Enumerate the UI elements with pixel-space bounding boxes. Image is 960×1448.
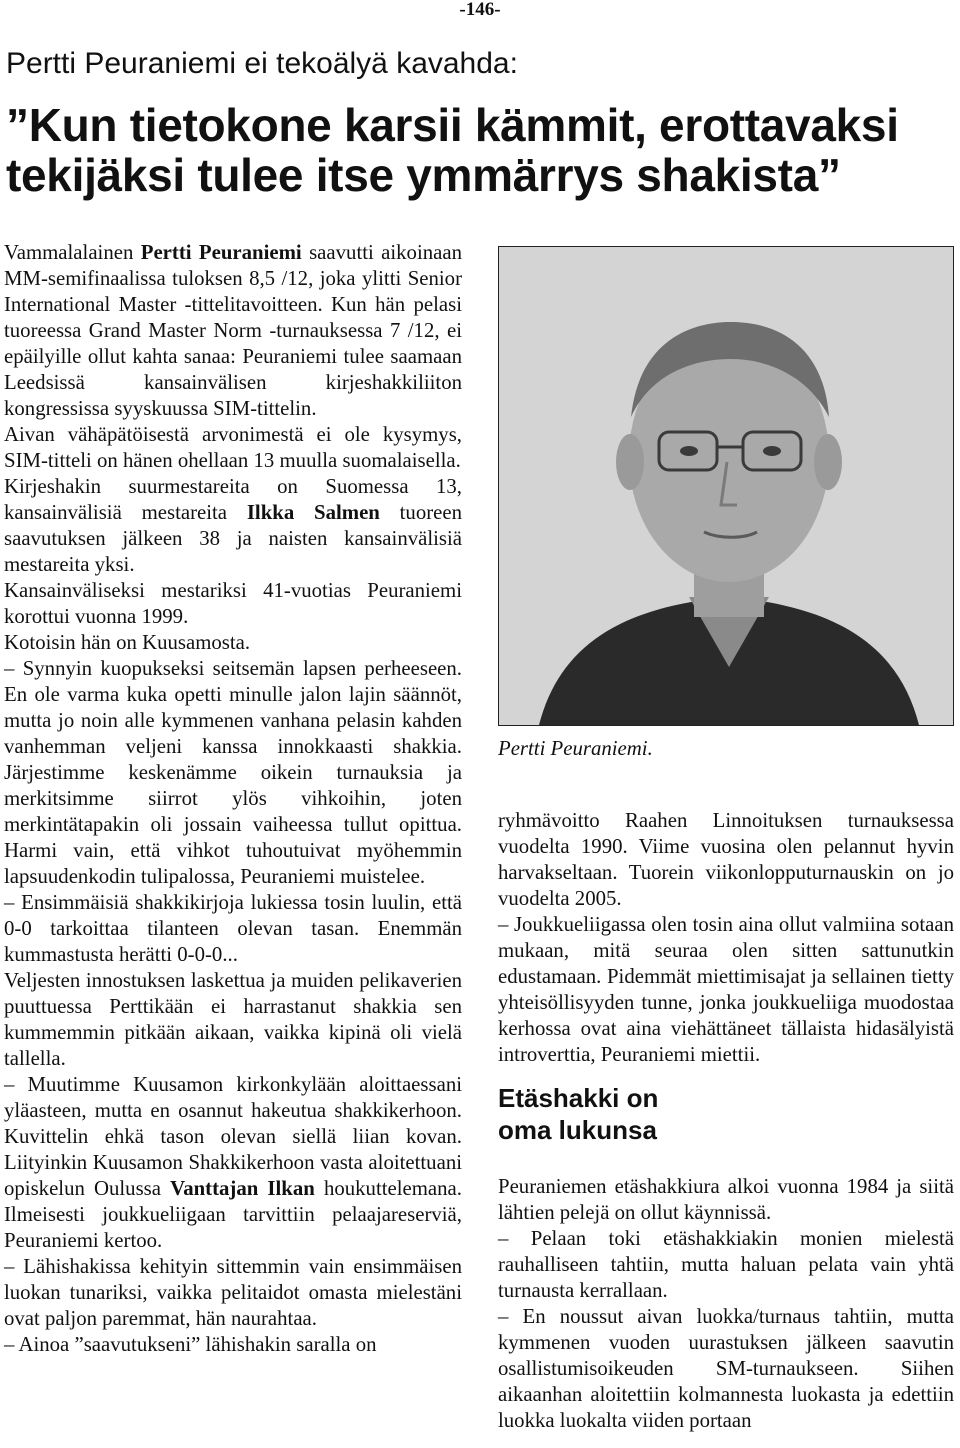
paragraph xyxy=(4,474,462,578)
photo-caption: Pertti Peuraniemi. xyxy=(498,737,653,760)
paragraph: – Ensimmäisiä shakkikirjoja lukiessa tosin luulin, että 0-0 tarkoittaa tilanteen olevan tasan. Enemmän kummastusta herätti 0-0-0... xyxy=(4,891,462,966)
text-run: houkuttelemana. Ilmeisesti joukkueliigaan tarvittiin pelaajareserviä, Peuraniemi kertoo. xyxy=(4,1177,462,1252)
paragraph: – Lähishakissa kehityin sittemmin vain ensimmäisen luokan tunariksi, vaikka pelitaidot omasta mielestäni ovat paljon paremmat, hän naurahtaa. xyxy=(4,1255,462,1330)
paragraph: Peuraniemen etäshakkiura alkoi vuonna 1984 ja siitä lähtien pelejä on ollut käynnissä. xyxy=(498,1175,954,1224)
left-column xyxy=(4,240,462,1358)
right-column-text xyxy=(498,808,954,1434)
portrait-photo xyxy=(498,246,954,726)
article-headline xyxy=(6,100,956,200)
section-subheading xyxy=(498,1082,954,1146)
subheading-line-2: oma lukunsa xyxy=(498,1115,657,1145)
paragraph: – Joukkueliigassa olen tosin aina ollut valmiina sotaan mukaan, mitä seuraa olen sitten sattunutkin edustamaan. Pidemmät miettimisajat ja sellainen tietty yhteisöllisyyden tunne, jonka joukkueliiga muodostaa kerhossa ovat aina viehättäneet tällaista hidasälyistä introverttia, Peuraniemi miettii. xyxy=(498,913,954,1066)
text-run: Vammalalainen xyxy=(4,241,141,264)
page-number: -146- xyxy=(459,0,501,20)
paragraph: Kotoisin hän on Kuusamosta. xyxy=(4,631,251,654)
headline-line-2: tekijäksi tulee itse ymmärrys shakista” xyxy=(6,149,841,201)
portrait-illustration xyxy=(499,247,953,725)
paragraph xyxy=(4,1072,462,1254)
paragraph: Veljesten innostuksen laskettua ja muiden pelikaverien puuttuessa Perttikään ei harrastanut shakkia sen kummemmin pitkään aikaan, vaikka kipinä oli vielä tallella. xyxy=(4,969,462,1070)
subheading-line-1: Etäshakki on xyxy=(498,1083,659,1113)
headline-line-1: ”Kun tietokone karsii kämmit, erottavaksi xyxy=(6,99,899,151)
person-name: Vanttajan Ilkan xyxy=(170,1177,315,1200)
paragraph: ryhmävoitto Raahen Linnoituksen turnauksessa vuodelta 1990. Viime vuosina olen pelannut hyvin harvakseltaan. Tuorein viikonlopputurnauskin on jo vuodelta 2005. xyxy=(498,809,954,910)
person-name: Ilkka Salmen xyxy=(246,501,380,524)
text-run: – Muutimme Kuusamon kirkonkylään aloittaessani yläasteen, mutta en osannut hakeutua shakkikerhoon. Kuvittelin ehkä tason olevan siellä liian kovan. Liityinkin Kuusamon Shakkikerhoon vasta aloitettuani opiskelun Oulussa xyxy=(4,1073,462,1200)
paragraph: – En noussut aivan luokka/turnaus tahtiin, mutta kymmenen vuoden uurastuksen jälkeen saavutin osallistumisoikeuden SM-turnaukseen. Siihen aikaanhan aloitettiin kolmannesta luokasta ja edettiin luokka luokalta viiden portaan xyxy=(498,1305,954,1432)
right-column xyxy=(498,240,954,1434)
article-kicker: Pertti Peuraniemi ei tekoälyä kavahda: xyxy=(6,47,518,80)
text-run: tuoreen saavutuksen jälkeen 38 ja naisten kansainvälisiä mestareita yksi. xyxy=(4,501,463,576)
paragraph: – Synnyin kuopukseksi seitsemän lapsen perheeseen. En ole varma kuka opetti minulle jalon lajin säännöt, mutta jo noin alle kymmenen vanhana pelasin kahden vanhemman veljeni kanssa innokkaasti shakkia. Järjestimme keskenämme oikein turnauksia ja merkitsimme siirrot ylös vihkoihin, joten merkintätapakin oli jossain vaiheessa tullut opittua. Harmi vain, että vihkot tuhoutuivat myöhemmin lapsuudenkodin tulipalossa, Peuraniemi muistelee. xyxy=(4,657,462,888)
paragraph: – Pelaan toki etäshakkiakin monien mielestä rauhalliseen tahtiin, mutta haluan pelata vain yhtä turnausta kerrallaan. xyxy=(498,1227,954,1302)
paragraph: Kansainväliseksi mestariksi 41-vuotias Peuraniemi korottui vuonna 1999. xyxy=(4,579,462,628)
paragraph xyxy=(4,240,462,422)
paragraph: – Ainoa ”saavutukseni” lähishakin saralla on xyxy=(4,1333,377,1356)
paragraph: Aivan vähäpätöisestä arvonimestä ei ole kysymys, SIM-titteli on hänen ohellaan 13 muulla suomalaisella. xyxy=(4,423,462,472)
text-run: Kirjeshakin suurmestareita on Suomessa 13, kansainvälisiä mestareita xyxy=(4,475,462,524)
person-name: Pertti Peuraniemi xyxy=(140,241,302,264)
text-run: saavutti aikoinaan MM-semifinaalissa tuloksen 8,5 /12, joka ylitti Senior International Master -tittelitavoitteen. Kun hän pelasi tuoreessa Grand Master Norm -turnauksessa 7 /12, ei epäilyille ollut kahta sanaa: Peuraniemi tulee saamaan Leedsissä kansainvälisen kirjeshakkiliiton kongressissa syyskuussa SIM-tittelin. xyxy=(4,241,462,420)
